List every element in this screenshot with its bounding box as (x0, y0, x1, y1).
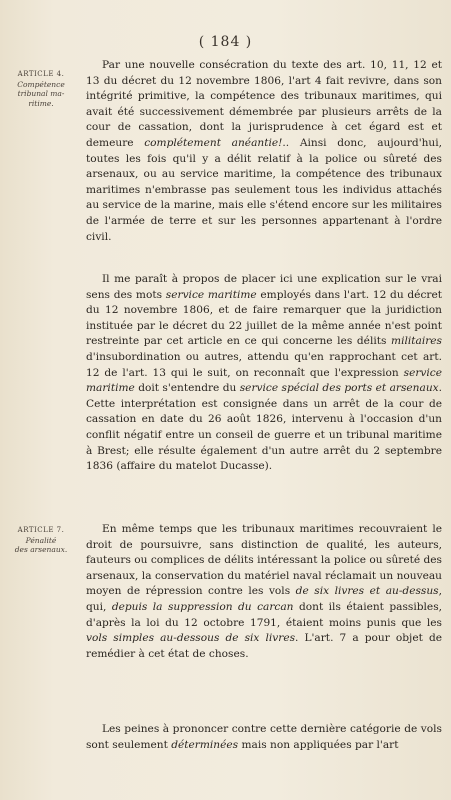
text-run: Les peines à prononcer contre cette dernière catégorie de vols sont seulement (86, 723, 442, 751)
italic-text: service spécial des ports et arsenaux (239, 382, 439, 395)
margin-note-article-7 (6, 526, 76, 555)
margin-note-article: ARTICLE 7. (17, 526, 65, 534)
text-run: Par une nouvelle consécration du texte des art. 10, 11, 12 et 13 du décret du 12 novembre 1806, l'art 4 fait revivre, dans son intégrité primitive, la compétence des tribunaux maritimes, qui avait été successivement démembrée par plusieurs arrêts de la cour de cassation, dont la jurisprudence à cet égard est et demeure (86, 59, 442, 149)
margin-note-line: tribunal ma- (17, 89, 65, 98)
italic-text: service maritime (86, 366, 442, 395)
margin-note-line: des arsenaux. (14, 545, 68, 554)
italic-text: service maritime (165, 288, 257, 301)
text-run: , qui, (86, 585, 442, 613)
paragraph (86, 58, 442, 245)
paragraph (86, 722, 442, 753)
italic-text: complétement anéantie! (144, 136, 283, 149)
text-run: employés dans l'art. 12 du décret du 12 novembre 1806, et de faire remarquer que la juridiction instituée par le décret du 22 juillet de la même année n'est point restreinte par cet article en ce qui concerne les délits (86, 288, 442, 348)
paragraph (86, 272, 442, 475)
italic-text: vols simples au-dessous de six livres (86, 632, 296, 645)
page-number: ( 184 ) (198, 34, 253, 50)
italic-text: déterminées (171, 738, 239, 751)
text-run: . L'art. 7 a pour objet de remédier à cet état de choses. (86, 632, 442, 660)
margin-note-line: ritime. (28, 98, 54, 108)
margin-note-line: Pénalité (25, 535, 57, 545)
text-run: mais non appliquées par l'art (238, 738, 399, 751)
italic-text: depuis la suppression du carcan (111, 600, 294, 613)
text-run: En même temps que les tribunaux maritimes recouvraient le droit de poursuivre, sans distinction de qualité, les auteurs, fauteurs ou complices de délits intéressant la police ou sûreté des arsenaux, la conservation du matériel naval réclamait un nouveau moyen de répression contre les vols (86, 523, 442, 598)
text-run: . Cette interprétation est consignée dans un arrêt de la cour de cassation en date du 26 août 1826, intervenu à l'occasion d'un conflit négatif entre un conseil de guerre et un tribunal maritime à Brest; elle résulte également d'un autre arrêt du 2 septembre 1836 (affaire du matelot Ducasse). (86, 382, 442, 473)
text-run: d'insubordination ou autres, attendu qu'en rapprochant cet art. 12 de l'art. 13 qui le suit, on reconnaît que l'expression (86, 350, 442, 379)
text-run: .. Ainsi donc, aujourd'hui, toutes les fois qu'il y a délit relatif à la police ou sûreté des arsenaux, ou au service maritime, la compétence des tribunaux maritimes n'embrasse pas seulement tous les individus attachés au service de la marine, mais elle s'étend encore sur les militaires de l'armée de terre et sur les personnes appartenant à l'ordre civil. (86, 136, 443, 243)
paragraph (86, 522, 442, 662)
margin-note-article-4 (6, 70, 76, 108)
margin-note-line: Compétence (17, 79, 65, 89)
text-run: doit s'entendre du (134, 382, 240, 395)
italic-text: militaires (391, 335, 442, 348)
text-run: dont ils étaient passibles, d'après la loi du 12 octobre 1791, étaient moins punis que les (86, 600, 442, 629)
margin-note-article: ARTICLE 4. (17, 70, 65, 78)
italic-text: de six livres et au-dessus (295, 585, 439, 598)
text-run: Il me paraît à propos de placer ici une explication sur le vrai sens des mots (86, 273, 442, 301)
